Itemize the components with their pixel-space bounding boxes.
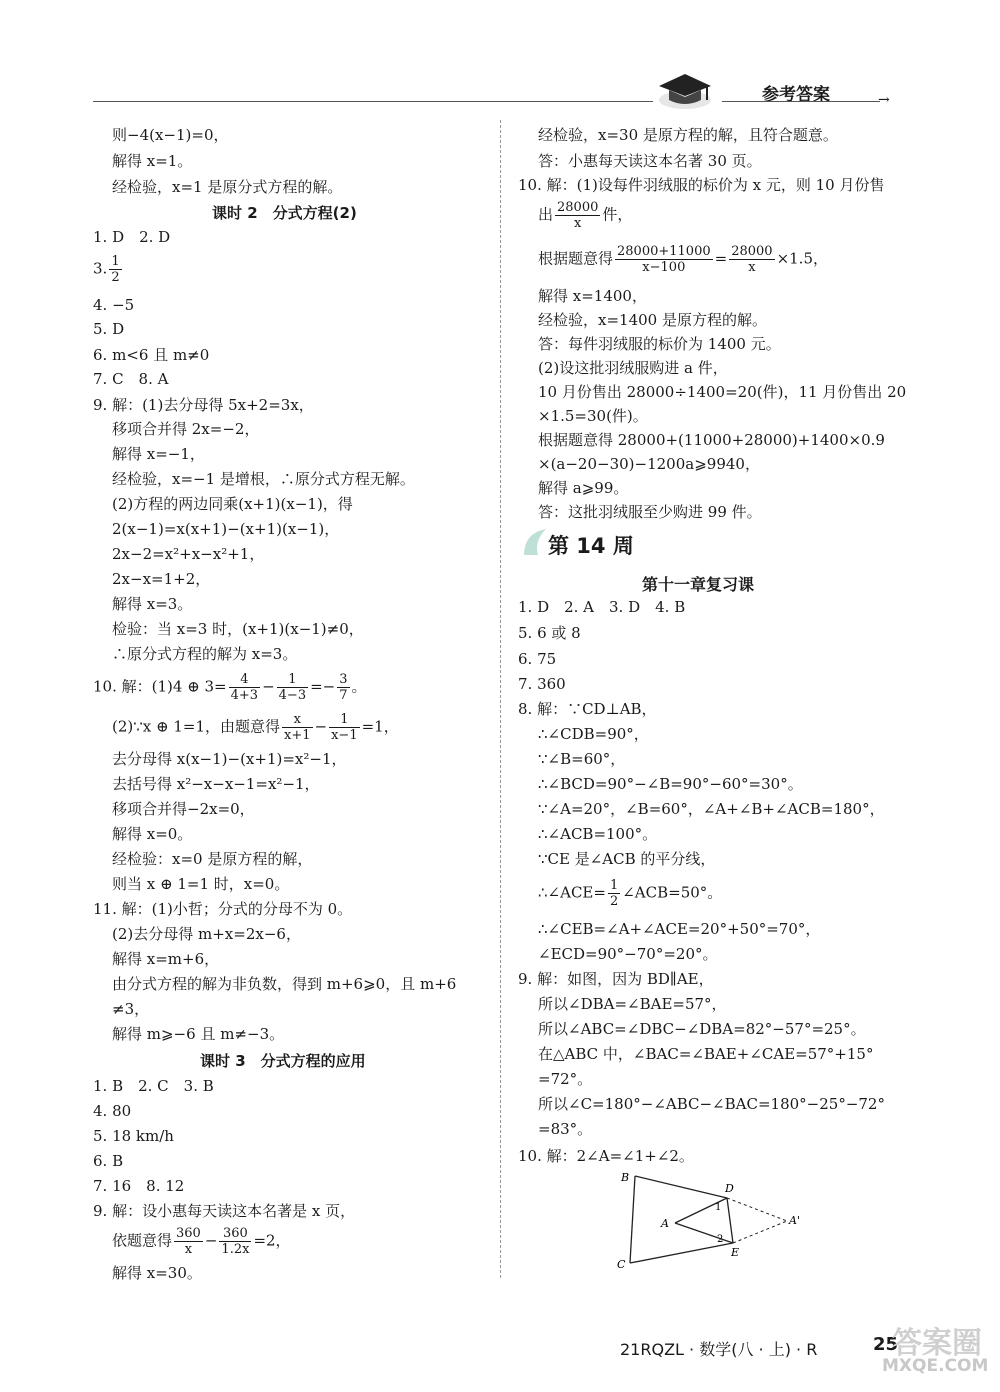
q9-line-d: 经检验，x=−1 是增根，∴原分式方程无解。 bbox=[112, 470, 415, 488]
numerator: 1 bbox=[609, 878, 619, 893]
q10-line-c: 去分母得 x(x−1)−(x+1)=x²−1， bbox=[112, 750, 347, 768]
c9-line-g: =83°。 bbox=[538, 1120, 593, 1138]
right-line-2: 答：小惠每天读这本名著 30 页。 bbox=[538, 152, 762, 170]
r5-prefix: 根据题意得 bbox=[538, 249, 614, 268]
segment-EA2 bbox=[733, 1221, 787, 1243]
fraction bbox=[229, 672, 260, 703]
q9-line-e: (2)方程的两边同乘(x+1)(x−1)，得 bbox=[112, 495, 353, 513]
b-answer-1-3: 1. B 2. C 3. B bbox=[93, 1077, 214, 1095]
denominator: x bbox=[184, 1242, 193, 1257]
fraction bbox=[282, 712, 313, 743]
q11-line-b: (2)去分母得 m+x=2x−6， bbox=[112, 925, 301, 943]
right-line-12: 根据题意得 28000+(11000+28000)+1400×0.9 bbox=[538, 431, 885, 449]
q10-line-h: 则当 x ⊕ 1=1 时，x=0。 bbox=[112, 875, 290, 893]
punct: =1， bbox=[361, 717, 399, 736]
c8-line-a: 8. 解：∵CD⊥AB， bbox=[518, 700, 657, 718]
c9-line-e: =72°。 bbox=[538, 1070, 593, 1088]
c8-line-g: ∵CE 是∠ACB 的平分线， bbox=[538, 850, 716, 868]
q9-line-a: 9. 解：(1)去分母得 5x+2=3x， bbox=[93, 396, 314, 414]
numerator: 360 bbox=[176, 1226, 201, 1241]
answer-4: 4. −5 bbox=[93, 296, 135, 314]
right-line-14: 解得 a⩾99。 bbox=[538, 479, 629, 497]
right-line-11: ×1.5=30(件)。 bbox=[538, 407, 648, 425]
c9-line-d: 在△ABC 中，∠BAC=∠BAE+∠CAE=57°+15° bbox=[538, 1045, 874, 1063]
right-line-15: 答：这批羽绒服至少购进 99 件。 bbox=[538, 503, 762, 521]
operator: − bbox=[204, 1231, 218, 1250]
q9-line-g: 2x−2=x²+x−x²+1， bbox=[112, 545, 265, 563]
numerator: 28000 bbox=[557, 200, 599, 215]
watermark-logo: 答案圈 bbox=[892, 1326, 982, 1361]
q11-line-f: 解得 m⩾−6 且 m≠−3。 bbox=[112, 1025, 285, 1043]
header-rule-right bbox=[722, 101, 880, 102]
c-answer-5: 5. 6 或 8 bbox=[518, 624, 581, 642]
q11-line-a: 11. 解：(1)小哲；分式的分母不为 0。 bbox=[93, 900, 353, 918]
b-answer-6: 6. B bbox=[93, 1152, 124, 1170]
label-B: B bbox=[621, 1171, 630, 1184]
chapter-title: 第十一章复习课 bbox=[642, 575, 755, 594]
fraction bbox=[608, 878, 620, 909]
header-title: 参考答案 bbox=[762, 85, 830, 105]
c9-line-a: 9. 解：如图，因为 BD∥AE， bbox=[518, 970, 714, 988]
q10-line-g: 经检验：x=0 是原方程的解， bbox=[112, 850, 313, 868]
answer-1-2: 1. D 2. D bbox=[93, 228, 171, 246]
operator: − bbox=[314, 717, 328, 736]
left-line-3: 经检验，x=1 是原分式方程的解。 bbox=[112, 178, 343, 196]
denominator: 7 bbox=[339, 688, 348, 703]
numerator: 1 bbox=[111, 254, 120, 269]
c10-line: 10. 解：2∠A=∠1+∠2。 bbox=[518, 1147, 694, 1165]
c9-line-c: 所以∠ABC=∠DBC−∠DBA=82°−57°=25°。 bbox=[538, 1020, 866, 1038]
fraction bbox=[109, 254, 121, 285]
answer-6: 6. m<6 且 m≠0 bbox=[93, 346, 210, 364]
week-heading bbox=[520, 527, 642, 559]
c9-line-f: 所以∠C=180°−∠ABC−∠BAC=180°−25°−72° bbox=[538, 1095, 885, 1113]
section-title-lesson3: 课时 3 分式方程的应用 bbox=[200, 1052, 366, 1070]
header-arrow-icon: → bbox=[878, 92, 890, 108]
column-divider bbox=[500, 120, 501, 1278]
punct: ×1.5， bbox=[776, 249, 828, 268]
answer-7-8: 7. C 8. A bbox=[93, 370, 169, 388]
label-angle-1: 1 bbox=[715, 1202, 722, 1213]
denominator: 2 bbox=[609, 894, 619, 909]
answer-5: 5. D bbox=[93, 320, 125, 338]
label-D: D bbox=[725, 1182, 734, 1195]
fraction bbox=[174, 1226, 203, 1257]
denominator: x−100 bbox=[642, 260, 686, 275]
numerator: x bbox=[282, 712, 313, 728]
c-answer-6: 6. 75 bbox=[518, 650, 557, 668]
denominator: 1.2x bbox=[221, 1242, 250, 1257]
left-line-1: 则−4(x−1)=0， bbox=[112, 126, 229, 144]
punct: 。 bbox=[351, 677, 367, 696]
segment-AE bbox=[675, 1223, 733, 1243]
operator: =− bbox=[310, 677, 336, 696]
segment-BC bbox=[630, 1176, 635, 1263]
b9-line-b bbox=[112, 1226, 291, 1257]
q10-prefix: 10. 解：(1)4 ⊕ 3= bbox=[93, 677, 227, 696]
footer-page-number: 25 bbox=[873, 1334, 899, 1355]
c8-line-c: ∵∠B=60°， bbox=[538, 750, 626, 768]
right-line-5 bbox=[538, 244, 828, 275]
numerator: 3 bbox=[339, 672, 348, 687]
label-E: E bbox=[731, 1246, 740, 1259]
c8-line-e: ∵∠A=20°，∠B=60°，∠A+∠B+∠ACB=180°， bbox=[538, 800, 885, 818]
geometry-figure bbox=[615, 1168, 825, 1272]
numerator: 1 bbox=[277, 672, 308, 688]
label-A-prime: A' bbox=[789, 1214, 800, 1227]
q10-line-d: 去括号得 x²−x−x−1=x²−1， bbox=[112, 775, 320, 793]
numerator: 28000 bbox=[731, 244, 773, 259]
c8-line-h bbox=[538, 878, 722, 909]
q10b-prefix: (2)∵x ⊕ 1=1，由题意得 bbox=[112, 717, 281, 736]
q10-line-f: 解得 x=0。 bbox=[112, 825, 193, 843]
denominator: x−1 bbox=[331, 728, 358, 743]
right-line-13: ×(a−20−30)−1200a⩾9940， bbox=[538, 455, 760, 473]
c9-line-b: 所以∠DBA=∠BAE=57°， bbox=[538, 995, 727, 1013]
right-line-7: 经检验，x=1400 是原方程的解。 bbox=[538, 311, 767, 329]
q9-line-h: 2x−x=1+2， bbox=[112, 570, 211, 588]
denominator: 2 bbox=[111, 270, 120, 285]
mortarboard-icon bbox=[655, 70, 715, 110]
right-line-4 bbox=[538, 200, 632, 231]
segment-BD bbox=[635, 1176, 727, 1198]
segment-DA2 bbox=[727, 1198, 787, 1221]
c8-line-d: ∴∠BCD=90°−∠B=90°−60°=30°。 bbox=[538, 775, 803, 793]
left-line-2: 解得 x=1。 bbox=[112, 152, 193, 170]
week-title: 第 14 周 bbox=[548, 534, 634, 558]
c-answer-1-4: 1. D 2. A 3. D 4. B bbox=[518, 598, 686, 616]
b-answer-4: 4. 80 bbox=[93, 1102, 132, 1120]
answer-3-label: 3. bbox=[93, 259, 108, 278]
q10-line-a bbox=[93, 672, 367, 703]
denominator: x bbox=[574, 216, 582, 231]
c-answer-7: 7. 360 bbox=[518, 675, 566, 693]
fraction bbox=[337, 672, 349, 703]
label-C: C bbox=[617, 1258, 626, 1271]
label-angle-2: 2 bbox=[717, 1234, 724, 1245]
q9-line-f: 2(x−1)=x(x+1)−(x+1)(x−1)， bbox=[112, 520, 340, 538]
b9-line-a: 9. 解：设小惠每天读这本名著是 x 页， bbox=[93, 1202, 356, 1220]
b9-line-c: 解得 x=30。 bbox=[112, 1264, 202, 1282]
denominator: 4+3 bbox=[230, 688, 259, 703]
punct: =2， bbox=[253, 1231, 291, 1250]
c8h-prefix: ∴∠ACE= bbox=[538, 883, 606, 902]
c8-line-f: ∴∠ACB=100°。 bbox=[538, 825, 658, 843]
q9-line-k: ∴原分式方程的解为 x=3。 bbox=[112, 645, 298, 663]
q9-line-c: 解得 x=−1， bbox=[112, 445, 205, 463]
denominator: x+1 bbox=[284, 728, 311, 743]
b9-prefix: 依题意得 bbox=[112, 1231, 173, 1250]
numerator: 360 bbox=[219, 1226, 251, 1242]
b-answer-5: 5. 18 km/h bbox=[93, 1127, 174, 1145]
label-A: A bbox=[661, 1217, 669, 1230]
fraction bbox=[277, 672, 308, 703]
header-rule-left bbox=[93, 101, 653, 102]
segment-DE bbox=[727, 1198, 733, 1243]
fraction bbox=[615, 244, 713, 275]
right-line-9: (2)设这批羽绒服购进 a 件， bbox=[538, 359, 728, 377]
c8h-suffix: ∠ACB=50°。 bbox=[622, 883, 723, 902]
right-line-3: 10. 解：(1)设每件羽绒服的标价为 x 元，则 10 月份售 bbox=[518, 176, 885, 194]
q9-line-i: 解得 x=3。 bbox=[112, 595, 193, 613]
fraction bbox=[555, 200, 600, 231]
c8-line-j: ∠ECD=90°−70°=20°。 bbox=[538, 945, 718, 963]
q11-line-e: ≠3， bbox=[112, 1000, 150, 1018]
c8-line-b: ∴∠CDB=90°， bbox=[538, 725, 649, 743]
punct: 件， bbox=[602, 205, 633, 224]
numerator: 1 bbox=[329, 712, 360, 728]
right-line-1: 经检验，x=30 是原方程的解，且符合题意。 bbox=[538, 126, 838, 144]
answer-3 bbox=[93, 254, 124, 285]
q11-line-d: 由分式方程的解为非负数，得到 m+6⩾0，且 m+6 bbox=[112, 975, 457, 993]
fraction bbox=[329, 712, 360, 743]
operator: − bbox=[262, 677, 275, 696]
right-line-10: 10 月份售出 28000÷1400=20(件)，11 月份售出 20 bbox=[538, 383, 907, 401]
right-line-6: 解得 x=1400， bbox=[538, 287, 647, 305]
q11-line-c: 解得 x=m+6， bbox=[112, 950, 220, 968]
denominator: 4−3 bbox=[278, 688, 307, 703]
watermark-url: MXQE.COM bbox=[882, 1356, 989, 1376]
numerator: 4 bbox=[229, 672, 260, 688]
numerator: 28000+11000 bbox=[617, 244, 711, 259]
r4-prefix: 出 bbox=[538, 205, 554, 224]
fraction bbox=[729, 244, 774, 275]
q9-line-b: 移项合并得 2x=−2， bbox=[112, 420, 260, 438]
denominator: x bbox=[748, 260, 756, 275]
section-title-lesson2: 课时 2 分式方程(2) bbox=[212, 204, 357, 222]
q10-line-b bbox=[112, 712, 399, 743]
c8-line-i: ∴∠CEB=∠A+∠ACE=20°+50°=70°， bbox=[538, 920, 821, 938]
q10-line-e: 移项合并得−2x=0， bbox=[112, 800, 255, 818]
b-answer-7-8: 7. 16 8. 12 bbox=[93, 1177, 185, 1195]
footer-code: 21RQZL · 数学(八 · 上) · R bbox=[620, 1340, 818, 1359]
segment-CE bbox=[630, 1243, 733, 1263]
right-line-8: 答：每件羽绒服的标价为 1400 元。 bbox=[538, 335, 781, 353]
operator: = bbox=[714, 249, 728, 268]
q9-line-j: 检验：当 x=3 时，(x+1)(x−1)≠0， bbox=[112, 620, 364, 638]
fraction bbox=[219, 1226, 251, 1257]
